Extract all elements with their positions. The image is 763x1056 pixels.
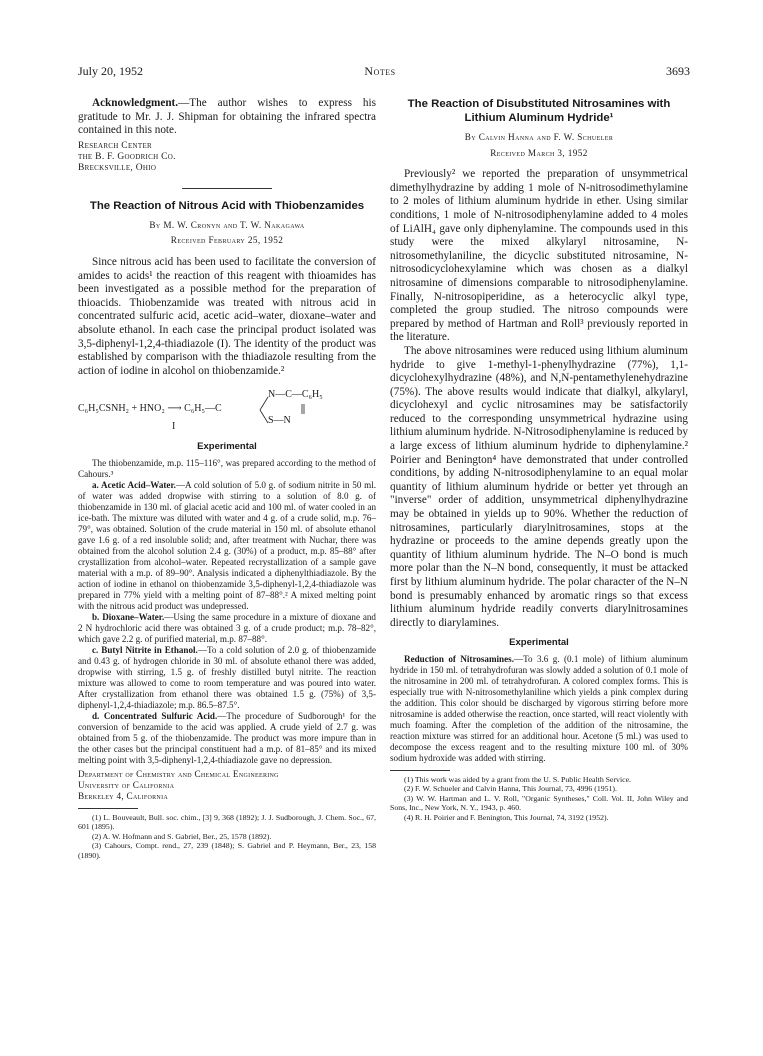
procedure-d-text: —The procedure of Sudborough¹ for the conversion of benzamide to the acid was applied. A crude yield of 2.7 g. was obtained from 5 g. of the thiobenzamide. The product was more impure than in the other cases but the principal constituent had a m.p. of 81–85° and its mixed melting point with 3,5-diphenyl-1,2,4-thiadiazole gave no depression.: [78, 710, 376, 765]
procedure-a-text: —A cold solution of 5.0 g. of sodium nitrite in 50 ml. of water was added dropwise with stirring to a solution of 8.0 g. of thiobenzamide in 130 ml. of glacial acetic acid and 100 ml. of water cooled in an ice-bath. The mixture was diluted with water and 4 g. of a crude solid, m.p. 76–79°, was obtained. Solution of the crude material in 150 ml. of absolute ethanol gave 1.6 g. of a red insoluble solid; and, after treatment with Nuchar, there was obtained from the alcohol solution 2.4 g. (30%) of a product, m.p. 85–88° after crystallization from alcohol–water. Repeated recrystallization of a sample gave material with a m.p. of 89–90°. Analysis indicated a diphenylthiadiazole. By the action of iodine in ethanol on thiobenzamide 3,5-diphenyl-1,2,4-thiadiazole was prepared in 77% yield with a melting point of 87–88°.² A mixed melting point with the nitrous acid product was undepressed.: [78, 479, 376, 611]
page-number: 3693: [666, 64, 690, 78]
procedure-c: [78, 645, 376, 711]
running-header-section: Notes: [364, 64, 396, 78]
article-title: The Reaction of Nitrous Acid with Thiobenzamides: [89, 199, 365, 212]
procedure-b-text: —Using the same procedure in a mixture of dioxane and 2 N hydrochloric acid there was obtained 3 g. of a crude product; m.p. 78–82°, which gave 2.2 g. of purified material, m.p. 87–88°.: [78, 611, 376, 644]
exp-intro: The thiobenzamide, m.p. 115–116°, was prepared according to the method of Cahours.³: [78, 457, 376, 479]
ack-affiliation: [78, 141, 376, 174]
body-paragraph: The above nitrosamines were reduced using lithium aluminum hydride to give 1-methyl-1-phenylhydrazine (77%), 1,1-dicyclohexylhydrazine (48%), and N,N-pentamethylenehydrazine (75%). The above results would indicate that dialkyl, alkylaryl, dicyclohexyl and cyclic nitrosamines may be satisfactorily reduced to the corresponding unsymmetrical hydrazine using lithium aluminum hydride. N-Nitrosodiphenylamine is reduced by a large excess of lithium aluminum hydride to diphenylamine.² Poirier and Benington⁴ have demonstrated that under controlled conditions, by adding N-nitrosodiphenylamine to an equal molar quantity of lithium aluminum hydride or better yet through an "inverse" order of addition, unsymmetrical diphenylhydrazine may be obtained in yields up to 90%. Whether the reduction of nitrosamines, particularly diarylnitrosamines, stops at the hydrazine or proceeds to the amine depends greatly upon the quantity of lithium aluminum hydride. The N–O bond is much more polar than the N–N bond, consequently, it must be attacked first by lithium aluminum hydride. The polar character of the N–N bond is presumably enhanced by aromatic rings so that excess lithium aluminum hydride readily converts diarylnitrosamines directly to diarylamines.: [390, 344, 688, 629]
reduction-text: —To 3.6 g. (0.1 mole) of lithium aluminum hydride in 150 ml. of tetrahydrofuran was slowly added a solution of 0.1 mole of the nitrosamine in 200 ml. of tetrahydrofuran. A colored complex forms. This is especially true with N-nitrosomethylaniline which yields a pink complex during the addition. This color should be discharged by vigorous stirring before more nitrosamine is added otherwise the reaction, once started, will react violently with much foaming. After the completion of the addition of the nitrosamine, the reaction mixture was stirred for an additional hour. Acetone (5 ml.) was used to decompose the excess reagent and to the resulting mixture 100 ml. of 30% sodium hydroxide was added with stirring.: [390, 653, 688, 763]
affil-line: Department of Chemistry and Chemical Engineering: [78, 768, 279, 779]
scheme-ring-bottom: S—N: [268, 415, 291, 427]
procedure-a-heading: a. Acetic Acid–Water.: [92, 479, 176, 490]
ring-bonds: [256, 392, 316, 428]
divider: [182, 188, 272, 189]
intro-paragraph: Since nitrous acid has been used to facilitate the conversion of amides to acids¹ the reaction of this reagent with thioamides has been investigated as a possible method for the preparation of thioacids. Thiobenzamide was treated with nitrous acid in concentrated sulfuric acid, acetic acid–water, dioxane–water and absolute ethanol. In each case the principal product isolated was 3,5-diphenyl-1,2,4-thiadiazole (I). The identity of the product was established by comparison with the thiadiazole resulting from the action of iodine in alcohol on thiobenzamide.²: [78, 255, 376, 377]
affil-line: Berkeley 4, California: [78, 790, 169, 801]
footnote: (1) This work was aided by a grant from the U. S. Public Health Service.: [404, 774, 631, 784]
article-title: The Reaction of Disubstituted Nitrosamines with Lithium Aluminum Hydride¹: [407, 98, 671, 124]
ack-affil-line: Research Center: [78, 140, 152, 151]
footnote: (3) W. W. Hartman and L. V. Roll, "Organic Syntheses," Coll. Vol. II, John Wiley and Sons, Inc., New York, N. Y., 1943, p. 460.: [390, 793, 688, 813]
procedure-a: [78, 480, 376, 612]
ack-affil-line: the B. F. Goodrich Co.: [78, 151, 176, 162]
left-column: [78, 97, 376, 860]
reduction-procedure: [390, 654, 688, 764]
acknowledgment: [78, 97, 376, 138]
reaction-scheme: [78, 386, 376, 434]
procedure-d-heading: d. Concentrated Sulfuric Acid.: [92, 710, 218, 721]
scheme-compound-label: I: [172, 421, 176, 433]
procedure-d: [78, 711, 376, 766]
procedure-b: [78, 612, 376, 645]
affil-line: University of California: [78, 779, 175, 790]
footnote-rule: [390, 770, 450, 771]
procedure-b-heading: b. Dioxane–Water.: [92, 611, 165, 622]
footnote: (3) Cahours, Compt. rend., 27, 239 (1848); S. Gabriel and P. Heymann, Ber., 23, 158 (1890).: [78, 841, 376, 860]
scheme-ring-top: N—C—C₆H₅: [268, 389, 323, 401]
reduction-heading: Reduction of Nitrosamines.: [404, 653, 514, 664]
article-byline: By Calvin Hanna and F. W. Schueler: [464, 132, 614, 142]
experimental-heading: Experimental: [509, 637, 569, 649]
footnote-rule: [78, 808, 138, 809]
acknowledgment-title: Acknowledgment.: [92, 97, 179, 109]
procedure-c-heading: c. Butyl Nitrite in Ethanol.: [92, 644, 198, 655]
experimental-heading: Experimental: [197, 441, 257, 453]
left-affiliation: [78, 769, 376, 802]
right-footnotes: [390, 775, 688, 823]
footnote: (2) F. W. Schueler and Calvin Hanna, This Journal, 73, 4996 (1951).: [404, 784, 617, 794]
footnote: (1) L. Bouveault, Bull. soc. chim., [3] 9, 368 (1892); J. J. Sudborough, J. Chem. Soc., 67, 601 (1895).: [78, 812, 376, 832]
received-date: Received February 25, 1952: [170, 235, 284, 246]
scheme-reactants: C₆H₅CSNH₂ + HNO₂ ⟶ C₆H₅—C: [78, 403, 222, 415]
left-footnotes: [78, 813, 376, 861]
procedure-c-text: —To a cold solution of 2.0 g. of thiobenzamide and 0.43 g. of hydrogen chloride in 30 ml. of absolute ethanol there was added, dropwise with stirring, 1.5 g. of freshly distilled butyl nitrite. The reaction mixture was allowed to come to room temperature and was poured into water. After crystallization from ethanol there was obtained 1.5 g. (75%) of 3,5-diphenyl-1,2,4-thiadiazole; m.p. 86.5–87.5°.: [78, 644, 376, 710]
article-byline: By M. W. Cronyn and T. W. Nakagawa: [149, 219, 305, 230]
received-date: Received March 3, 1952: [490, 147, 588, 158]
running-header-date: July 20, 1952: [78, 64, 144, 78]
right-column: [390, 97, 688, 822]
footnote: (4) R. H. Poirier and F. Benington, This Journal, 74, 3192 (1952).: [404, 812, 609, 822]
body-paragraph: Previously² we reported the preparation of unsymmetrical dimethylhydrazine by adding 1 mole of N-nitrosodimethylamine to 2 moles of lithium aluminum hydride in ether. Using similar conditions, 1 mole of N-nitrosodiphenylamine added to 4 moles of LiAlH₄ gave only diphenylamine. The compounds used in this study were the mixed alkylaryl nitrosamine, N-nitrosomethylaniline, the dicyclic substituted nitrosamine, N-nitrosodicyclohexylamine which was chosen as a dialkyl nitrosamine of dimensions comparable to nitrosodiphenylamine. Finally, N-nitrosopiperidine, as a heterocyclic alkyl type, completed the group studied. The nitroso compounds were prepared by method of Hartman and Roll³ previously reported in the literature.: [390, 168, 688, 344]
footnote: (2) A. W. Hofmann and S. Gabriel, Ber., 25, 1578 (1892).: [92, 831, 272, 841]
acknowledgment-text: —The author wishes to express his gratitude to Mr. J. J. Shipman for obtaining the infrared spectra contained in this note.: [78, 97, 376, 137]
ack-affil-line: Brecksville, Ohio: [78, 162, 157, 173]
